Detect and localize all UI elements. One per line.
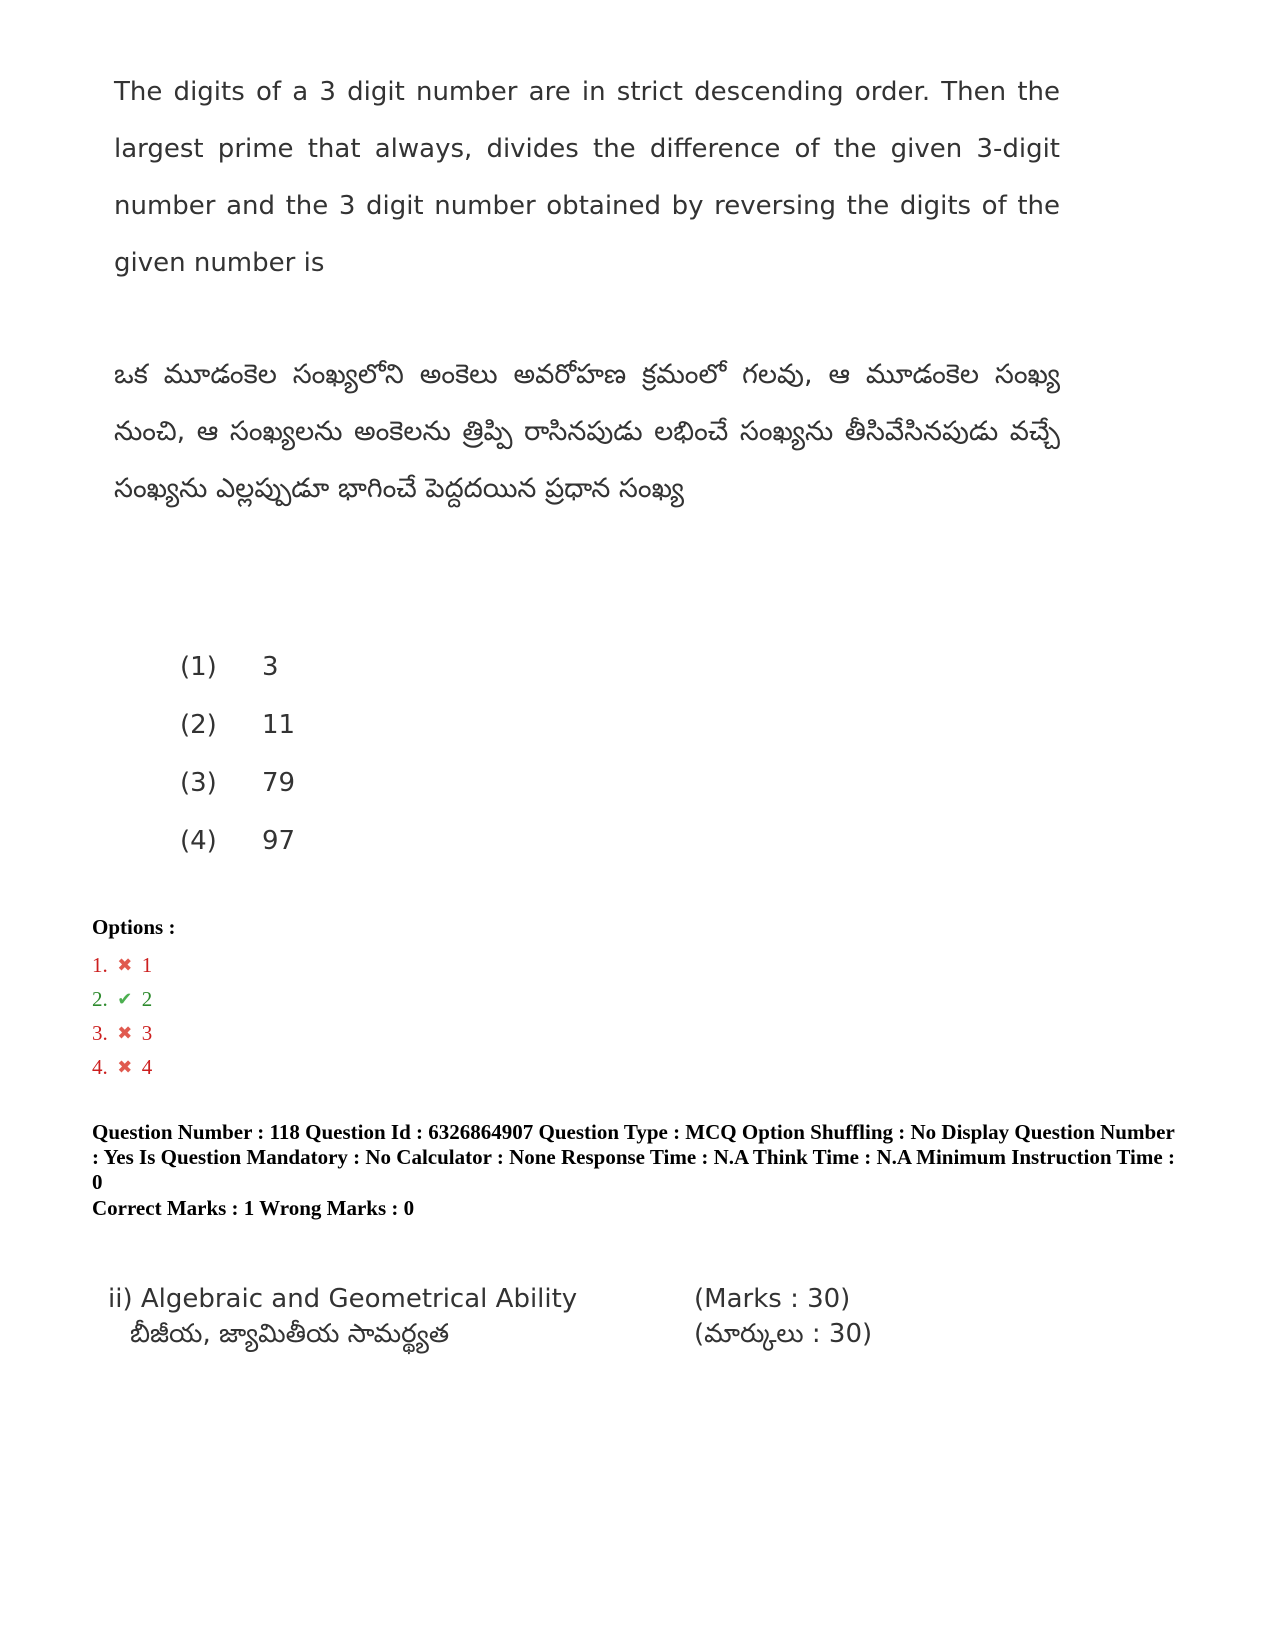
- options-heading: Options :: [92, 915, 176, 939]
- choice-item: [180, 812, 295, 870]
- option-label: 3: [141, 1020, 153, 1045]
- choice-value: 3: [262, 652, 279, 682]
- cross-icon: ✖: [117, 954, 133, 975]
- option-index: 2.: [92, 986, 108, 1011]
- option-index: 1.: [92, 952, 108, 977]
- choice-item: [180, 638, 295, 696]
- option-label: 1: [141, 952, 153, 977]
- option-item: [92, 948, 152, 982]
- cross-icon: ✖: [117, 1056, 133, 1077]
- choice-item: [180, 754, 295, 812]
- section-row-english: [108, 1280, 908, 1318]
- choice-number: (2): [180, 710, 217, 740]
- section-title-english: ii) Algebraic and Geometrical Ability: [108, 1284, 578, 1314]
- choice-value: 11: [262, 710, 296, 740]
- question-metadata: Question Number : 118 Question Id : 6326864907 Question Type : MCQ Option Shuffling : No Display Question Number : Yes Is Question Mandatory : No Calculator : None Response Time : N.A Think Time : N.A Minimum Instruction Time : 0: [92, 1120, 1175, 1194]
- option-index: 4.: [92, 1054, 108, 1079]
- section-header: [108, 1280, 908, 1356]
- option-label: 2: [141, 986, 153, 1011]
- choice-item: [180, 696, 295, 754]
- choice-number: (3): [180, 768, 217, 798]
- question-text-english: The digits of a 3 digit number are in strict descending order. Then the largest prime that always, divides the difference of the given 3-digit number and the 3 digit number obtained by reversing the digits of the given number is: [114, 77, 1060, 278]
- choice-value: 79: [262, 768, 296, 798]
- cross-icon: ✖: [117, 1022, 133, 1043]
- option-item: [92, 1050, 152, 1084]
- question-text-telugu: ఒక మూడంకెల సంఖ్యలోని అంకెలు అవరోహణ క్రమంలో గలవు, ఆ మూడంకెల సంఖ్య నుంచి, ఆ సంఖ్యలను అంకెలను త్రిప్పి రాసినపుడు లభించే సంఖ్యను తీసివేసినపుడు వచ్చే సంఖ్యను ఎల్లప్పుడూ భాగించే పెద్దదయిన ప్రధాన సంఖ్య: [114, 359, 1060, 504]
- section-title-telugu: బీజీయ, జ్యామితీయ సామర్థ్యత: [130, 1319, 450, 1349]
- option-index: 3.: [92, 1020, 108, 1045]
- section-marks-telugu: (మార్కులు : 30): [694, 1319, 873, 1349]
- answer-choices: [180, 638, 295, 870]
- section-marks-english: (Marks : 30): [694, 1284, 851, 1314]
- choice-value: 97: [262, 826, 296, 856]
- marks-info: Correct Marks : 1 Wrong Marks : 0: [92, 1196, 415, 1220]
- option-label: 4: [141, 1054, 153, 1079]
- section-row-telugu: [108, 1318, 908, 1356]
- option-item: [92, 1016, 152, 1050]
- options-list: [92, 948, 152, 1084]
- choice-number: (1): [180, 652, 217, 682]
- choice-number: (4): [180, 826, 217, 856]
- check-icon: ✔: [117, 988, 133, 1009]
- option-item: [92, 982, 152, 1016]
